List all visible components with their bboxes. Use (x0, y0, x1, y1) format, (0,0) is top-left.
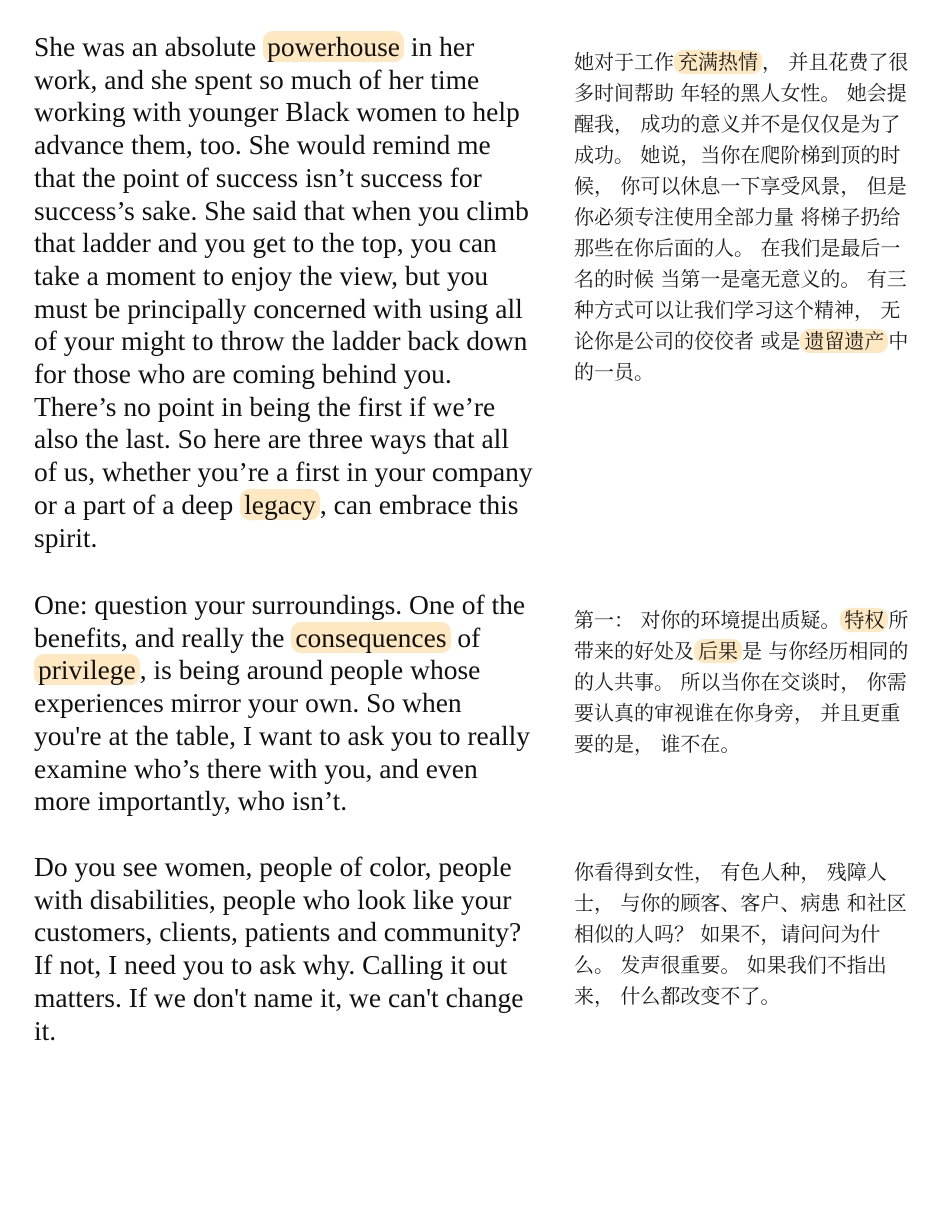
highlighted-word-consequences[interactable]: consequences (291, 622, 450, 653)
highlighted-word-powerhouse[interactable]: powerhouse (263, 31, 404, 62)
english-paragraph-1 (34, 31, 534, 554)
chinese-text: ， 并且花费了很多时间帮助 年轻的黑人女性。 她会提醒我， 成功的意义并不是仅仅是为了成功。 她说，当你在爬阶梯到顶的时候， 你可以休息一下享受风景， 但是你必须专注使用全部力量 将梯子扔给那些在你后面的人。 在我们是最后一名的时候 当第一是毫无意义的。 有三种方式可以让我们学习这个精神， 无论你是公司的佼佼者 或是 (574, 50, 909, 353)
english-text: in her work, and she spent so much of her time working with younger Black women to help advance them, too. She would remind me that the point of success isn’t success for success’s sake. She said that when you climb that ladder and you get to the top, you can take a moment to enjoy the view, but you must be principally concerned with using all of your might to throw the ladder back down for those who are coming behind you. There’s no point in being the first if we’re also the last. So here are three ways that all of us, whether you’re a first in your company or a part of a deep (34, 31, 533, 520)
chinese-paragraph-2 (574, 605, 914, 760)
highlighted-word-passion-zh[interactable]: 充满热情 (674, 50, 762, 74)
highlighted-word-consequences-zh[interactable]: 后果 (694, 639, 742, 663)
highlighted-word-privilege[interactable]: privilege (34, 654, 140, 685)
chinese-text: 是 与你经历相同的的人共事。 所以当你在交谈时， 你需要认真的审视谁在你身旁， 并且更重要的是， 谁不在。 (574, 639, 909, 756)
chinese-paragraph-1 (574, 47, 914, 388)
english-text: She was an absolute (34, 31, 264, 62)
chinese-text: 第一： 对你的环境提出质疑。 (574, 608, 841, 632)
chinese-text: 所带来的好处及 (574, 608, 909, 663)
chinese-text: 她对于工作 (574, 50, 674, 74)
english-text: , is being around people whose experiences mirror your own. So when you're at the table, I want to ask you to really examine who’s there with you, and even more importantly, who isn’t. (34, 654, 530, 817)
highlighted-word-legacy-zh[interactable]: 遗留遗产 (800, 329, 888, 353)
english-text: of (450, 621, 481, 653)
english-paragraph-2 (34, 589, 534, 818)
chinese-paragraph-3 (574, 857, 914, 1012)
chinese-text: 你看得到女性， 有色人种， 残障人士， 与你的顾客、客户、病患 和社区相似的人吗？ 如果不，请问问为什么。 发声很重要。 如果我们不指出来， 什么都改变不了。 (574, 860, 907, 1008)
english-text: , can embrace this spirit. (34, 488, 519, 553)
english-text: Do you see women, people of color, people with disabilities, people who look like your customers, clients, patients and community? If not, I need you to ask why. Calling it out matters. If we don't name it, we can't change it. (34, 851, 524, 1046)
chinese-text: 中的一员。 (574, 329, 909, 384)
highlighted-word-privilege-zh[interactable]: 特权 (840, 608, 888, 632)
english-text: One: question your surroundings. One of the benefits, and really the (34, 589, 526, 653)
english-paragraph-3 (34, 851, 534, 1047)
highlighted-word-legacy[interactable]: legacy (240, 489, 320, 520)
